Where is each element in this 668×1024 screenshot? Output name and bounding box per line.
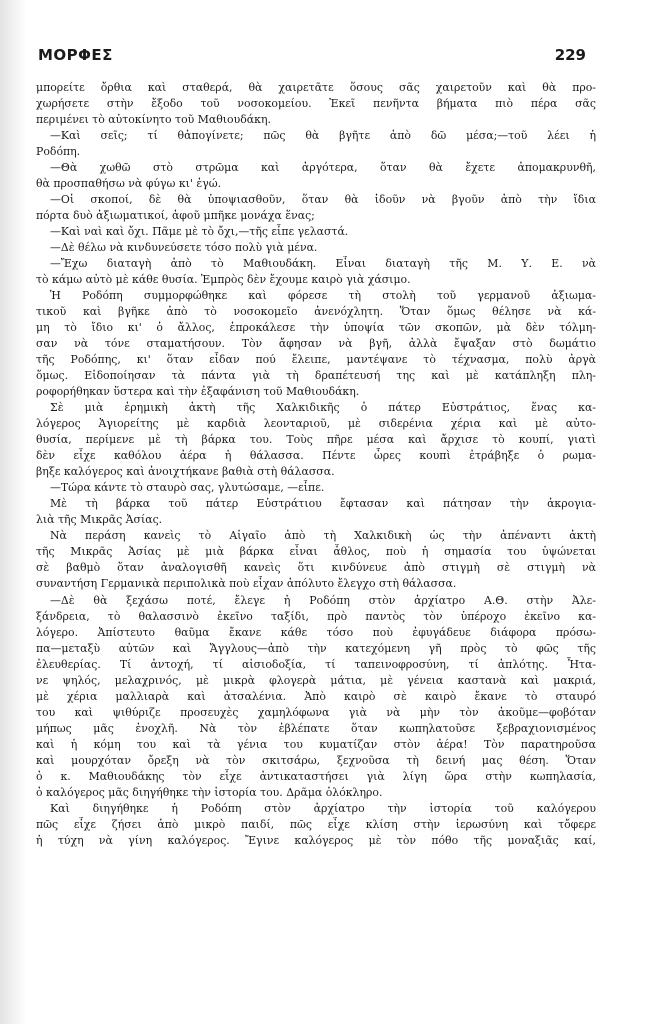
text-line: τὸ κάμω αὐτὸ μὲ κάθε θυσία. Ἐμπρὸς δὲν ἔχουμε καιρὸ γιὰ χάσιμο. [36,273,411,287]
text-line: λόγερος Ἁγιορείτης μὲ καρδιὰ λεονταριοῦ, μὲ σιδερένια χέρια καὶ μὲ αὐτο- [36,417,596,431]
text-line: ξάνδρεια, τὸ θαλασσινὸ ἐκεῖνο ταξίδι, πρὸ παντὸς τὸν ὑπέροχο ἐκεῖνο κα- [36,609,596,623]
text-line: Ροδόπη. [36,145,81,159]
text-line: —Καὶ ναὶ καὶ ὄχι. Πᾶμε μὲ τὸ ὄχι,—τῆς εἶπε γελαστά. [50,225,349,239]
text-line: —Δὲ θὰ ξεχάσω ποτέ, ἔλεγε ἡ Ροδόπη στὸν ἀρχίατρο Α.Θ. στὴν Ἀλε- [50,593,596,607]
text-line: —Δὲ θέλω νὰ κινδυνεύσετε τόσο πολὺ γιὰ μένα. [50,241,318,255]
text-line: μπορείτε ὄρθια καὶ σταθερά, θὰ χαιρετᾶτε ὅσους σᾶς χαιρετοῦν καὶ θὰ προ- [36,81,596,94]
text-line: μη τὸ ἴδιο κι' ὁ ἄλλος, ἐπροκάλεσε τὴν ὑποψία τῶν σκοπῶν, μὰ δὲν τόλμη- [36,321,596,335]
text-line: λιὰ τῆς Μικρᾶς Ἀσίας. [36,513,163,527]
text-line: —Οἱ σκοποί, δὲ θὰ ὑποψιασθοῦν, ὅταν θὰ ἰδοῦν νὰ βγοῦν ἀπὸ τὴν ἴδια [50,193,596,207]
text-line: καὶ ἡ κόμη του καὶ τὰ γένια του κυματίζαν στὸν ἀέρα! Τὸν παρατηροῦσα [36,737,596,751]
text-line: νε ψηλός, μελαχρινός, μὲ μικρὰ φλογερὰ μάτια, μὲ γένεια καστανὰ καὶ μακριά, [36,673,596,687]
body-text [36,80,596,849]
text-line: —Θὰ χωθῶ στὸ στρῶμα καὶ ἀργότερα, ὅταν θὰ ἔχετε ἀπομακρυνθῆ, [50,161,596,175]
text-line: Ἡ Ροδόπη συμμορφώθηκε καὶ φόρεσε τὴ στολὴ τοῦ γερμανοῦ ἀξιωμα- [50,289,596,303]
text-line: —Τώρα κάντε τὸ σταυρὸ σας, γλυτώσαμε, —εἶπε. [50,481,325,495]
text-line: μήπως μᾶς ἐνοχλῆ. Νὰ τὸν ἐβλέπατε ὅταν κωπηλατοῦσε ξεβραχιονισμένος [36,721,596,735]
text-line: ἡ τύχη νὰ γίνη καλόγερος. Ἔγινε καλόγερος μὲ τὸν πόθο τῆς μοναξιᾶς καί, [36,833,596,847]
text-line: Μὲ τὴ βάρκα τοῦ πάτερ Εὐστράτιου ἔφτασαν καὶ πάτησαν τὴν ἀκρογια- [50,497,596,511]
text-line: πῶς εἶχε ζήσει ἀπὸ μικρὸ παιδί, πῶς εἶχε κλίση στὴν ἱερωσύνη καὶ τὄφερε [36,817,596,831]
text-line: ροφορήθηκαν ὕστερα καὶ τὴν ἐξαφάνιση τοῦ Μαθιουδάκη. [36,385,360,399]
text-line: Σὲ μιὰ ἐρημικὴ ἀκτὴ τῆς Χαλκιδικῆς ὁ πάτερ Εὐστράτιος, ἕνας κα- [50,401,596,415]
text-line: καὶ μουρχόταν ὄρεξη νὰ τὸν σκιτσάρω, ξεχνοῦσα τὴ δεινή μας θέση. Ὅταν [36,753,596,767]
text-line: ὁ κ. Μαθιουδάκης τὸν εἶχε ἀντικαταστήσει γιὰ λίγη ὥρα στὴν κωπηλασία, [36,769,596,783]
text-line: χωρήσετε στὴν ἔξοδο τοῦ νοσοκομείου. Ἐκεῖ πενῆντα βήματα πιὸ πέρα σᾶς [36,97,596,111]
text-line: Νὰ περάση κανεὶς τὸ Αἰγαῖο ἀπὸ τὴ Χαλκιδικὴ ὡς τὴν ἀπέναντι ἀκτὴ [50,529,596,543]
text-line: ὅμως. Εἰδοποίησαν τὰ πάντα γιὰ τὴ δραπέτευσή της καὶ μὲ κατάπληξη πλη- [36,369,596,383]
text-line: σὲ βαθμὸ ὅταν ἀναλογισθῆ κανεὶς ὅτι κινδύνευε ἀπὸ στιγμὴ σὲ στιγμὴ νὰ [36,561,596,575]
text-line: ἐλευθερίας. Τί ἀντοχή, τί αἰσιοδοξία, τί ταπεινοφροσύνη, τί ἁπλότης. Ἦτα- [36,657,596,671]
text-line: λόγερο. Ἀπίστευτο θαῦμα ἔκανε κάθε τόσο ποὺ ἐφυγάδευε διάφορα πρόσω- [36,625,596,639]
text-line: μὲ χέρια μαλλιαρὰ καὶ ἀτσαλένια. Ἀπὸ καιρὸ σὲ καιρὸ ἔκανε τὸ σταυρό [36,689,596,703]
text-line: συναντήση Γερμανικὰ περιπολικὰ ποὺ εἶχαν ἀπόλυτο ἔλεγχο στὴ θάλασσα. [36,577,457,591]
text-line: περιμένει τὸ αὐτοκίνητο τοῦ Μαθιουδάκη. [36,113,271,127]
page-header [38,46,586,70]
text-line: Καὶ διηγήθηκε ἡ Ροδόπη στὸν ἀρχίατρο τὴν ἱστορία τοῦ καλόγερου [50,801,596,815]
text-line: πόρτα δυὸ ἀξιωματικοί, ἀφοῦ μπῆκε μονάχα ἕνας; [36,209,315,223]
text-line: τῆς Μικρᾶς Ἀσίας μὲ μιὰ βάρκα εἶναι ἆθλος, ποὺ ἡ σημασία του ὑψώνεται [36,545,596,559]
page-number: 229 [554,46,586,64]
scan-margin-shadow [0,0,26,1024]
text-line: δὲν εἶχε καθόλου ἀέρα ἡ θάλασσα. Πέντε ὧρες κουπὶ ἐτράβηξε ὁ ρωμα- [36,449,596,463]
text-line: βηξε καλόγερος καὶ ἀνοιχτήκανε βαθιὰ στὴ θάλασσα. [36,465,335,479]
text-line: θὰ προσπαθήσω νὰ φύγω κι' ἐγώ. [36,177,222,191]
text-line: θυσία, περίμενε μὲ τὴ βάρκα του. Τοὺς πῆρε μέσα καὶ ἄρχισε τὸ κουπί, γιατὶ [36,433,596,447]
text-line: ὁ καλόγερος μᾶς διηγήθηκε τὴν ἱστορία του. Δρᾶμα ὁλόκληρο. [36,785,383,799]
text-line: —Καὶ σεῖς; τί θἀπογίνετε; πῶς θὰ βγῆτε ἀπὸ δῶ μέσα;—τοῦ λέει ἡ [50,129,596,143]
text-line: του καὶ ψιθύριζε προσευχὲς χαμηλόφωνα γιὰ νὰ μὴν τὸν ἀκοῦμε—φοβόταν [36,705,596,719]
text-line: —Ἔχω διαταγὴ ἀπὸ τὸ Μαθιουδάκη. Εἶναι διαταγὴ τῆς Μ. Υ. Ε. νὰ [50,257,596,271]
text-line: τικοῦ καὶ βγῆκε ἀπὸ τὸ νοσοκομεῖο ἀνενόχλητη. Ὅταν ὅμως θέλησε νὰ κά- [36,305,596,319]
text-line: τῆς Ροδόπης, κι' ὅταν εἶδαν πού ἔλειπε, μαντέψανε τὸ τέχνασμα, πολὺ ἀργὰ [36,353,596,367]
text-line: πα—μεταξὺ αὐτῶν καὶ Ἄγγλους—ἀπὸ τὴν κατεχόμενη γῆ πρὸς τὸ φῶς τῆς [36,641,596,655]
journal-title: ΜΟΡΦΕΣ [38,46,113,64]
text-line: σαν νὰ τόνε σταματήσουν. Τὸν ἄφησαν νὰ βγῆ, ἀλλὰ ἔψαξαν στὸ δωμάτιο [36,337,596,351]
